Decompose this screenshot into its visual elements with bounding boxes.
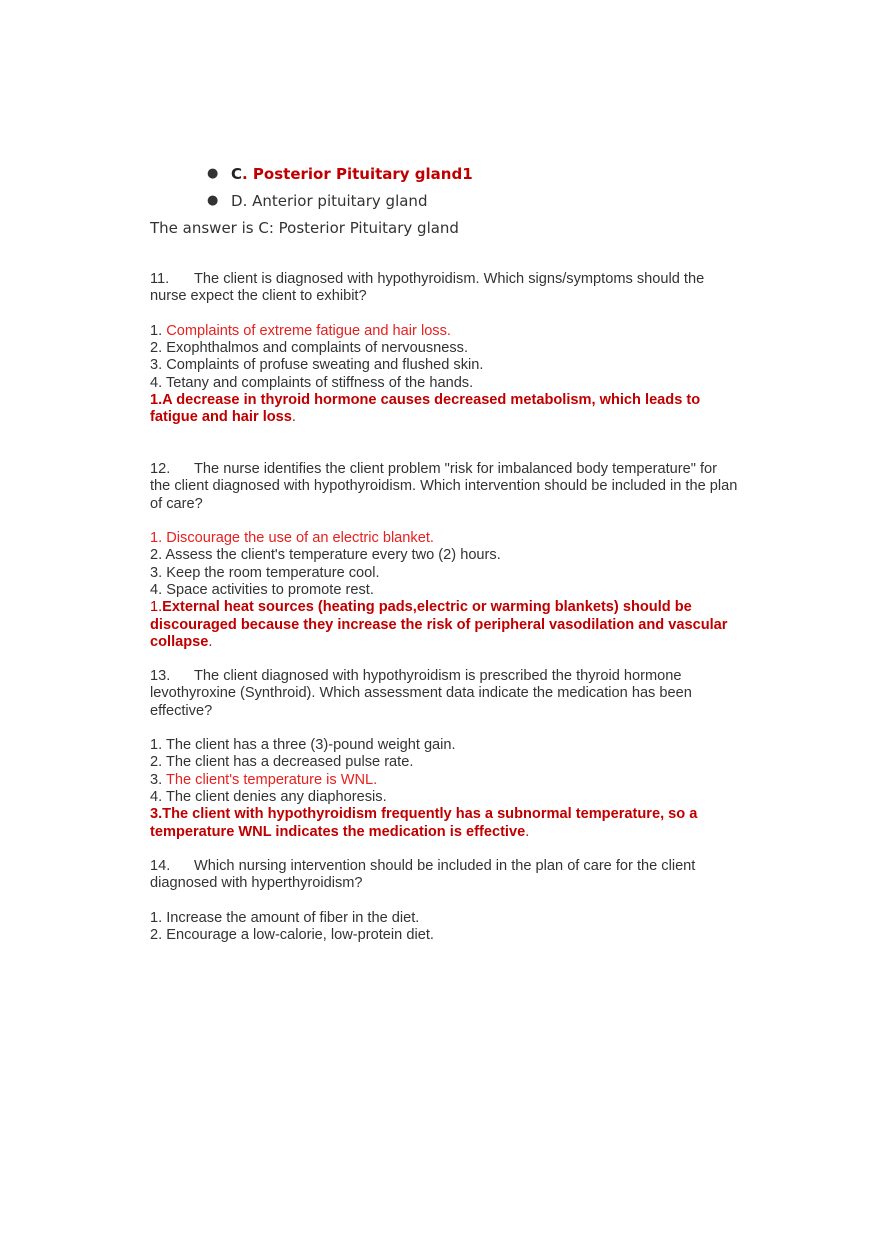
option-letter: D [231,192,243,210]
question-stem: 14. Which nursing intervention should be included in the plan of care for the client diagnosed with hyperthyroidism? [150,858,696,892]
bullet-icon: ● [207,166,219,181]
option-2: 2. Exophthalmos and complaints of nervousness. [150,340,469,357]
option-1: 1. Complaints of extreme fatigue and hair loss. [150,322,451,339]
question-stem: 13. The client diagnosed with hypothyroidism is prescribed the thyroid hormone levothyroxine (Synthroid). Which assessment data indicate the medication has been effective? [150,668,692,719]
answer-statement: The answer is C: Posterior Pituitary gland [150,219,459,237]
option-3: 3. The client's temperature is WNL. [150,771,378,788]
bullet-icon: ● [207,193,219,208]
question-stem: 11. The client is diagnosed with hypothyroidism. Which signs/symptoms should the nurse expect the client to exhibit? [150,271,705,305]
option-2: 2. The client has a decreased pulse rate. [150,754,414,771]
rationale: 1.External heat sources (heating pads,electric or warming blankets) should be discouraged because they increase the risk of peripheral vasodilation and vascular collapse. [150,599,728,650]
option-1: 1. The client has a three (3)-pound weight gain. [150,737,456,754]
option-2: 2. Encourage a low-calorie, low-protein diet. [150,927,434,944]
question-number: 13. [150,668,171,684]
question-14 [150,858,740,944]
rationale: 1.A decrease in thyroid hormone causes decreased metabolism, which leads to fatigue and hair loss. [150,392,701,426]
option-1: 1. Discourage the use of an electric blanket. [150,530,434,547]
option-4: 4. Tetany and complaints of stiffness of the hands. [150,374,474,391]
option-3: 3. Complaints of profuse sweating and flushed skin. [150,357,484,374]
question-number: 14. [150,858,171,874]
option-1: 1. Increase the amount of fiber in the diet. [150,909,420,926]
rationale: 3.The client with hypothyroidism frequently has a subnormal temperature, so a temperature WNL indicates the medication is effective. [150,806,698,840]
option-letter: C [231,165,243,183]
option-text: . Anterior pituitary gland [242,192,428,210]
option-2: 2. Assess the client's temperature every two (2) hours. [150,547,501,564]
option-c [207,163,473,190]
option-text: . Posterior Pituitary gland1 [242,165,473,183]
option-d [207,190,473,217]
option-4: 4. The client denies any diaphoresis. [150,789,387,806]
option-3: 3. Keep the room temperature cool. [150,564,380,581]
question-12 [150,461,740,651]
answer-options-list [207,163,473,217]
question-number: 12. [150,461,171,477]
question-11 [150,271,740,427]
question-number: 11. [150,271,170,287]
option-4: 4. Space activities to promote rest. [150,582,374,599]
question-stem: 12. The nurse identifies the client problem "risk for imbalanced body temperature" for the client diagnosed with hypothyroidism. Which intervention should be included in the plan of care? [150,461,738,512]
question-13 [150,668,740,841]
